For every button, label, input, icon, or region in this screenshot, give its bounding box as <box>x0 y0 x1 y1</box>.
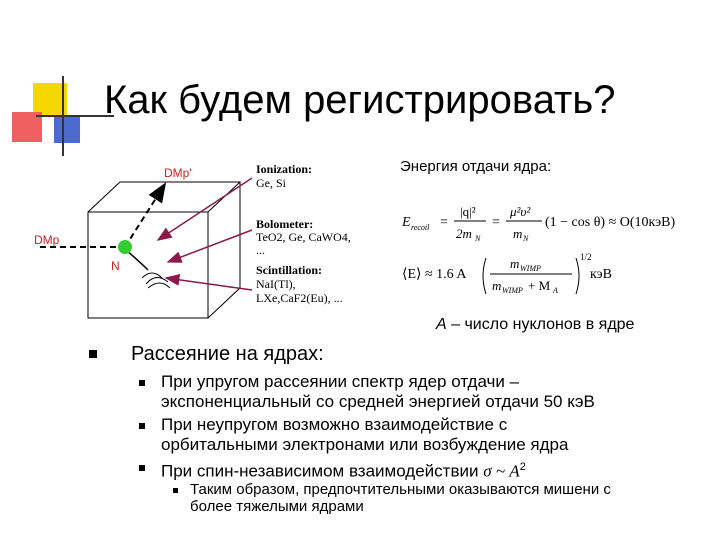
svg-text:|q|²: |q|² <box>460 204 476 219</box>
label-dmp-prime: DMp' <box>164 166 192 180</box>
inelastic-line-1: При неупругом возможно взаимодействие с <box>161 415 508 434</box>
decor-blue-square <box>54 117 80 143</box>
spin-text: При спин-независимом взаимодействии <box>161 461 479 481</box>
list-item-conclusion <box>190 481 611 515</box>
bullet-level-2 <box>139 380 145 386</box>
formula-mean-svg <box>402 250 702 302</box>
svg-text:N: N <box>475 234 481 243</box>
energy-label: Энергия отдачи ядра: <box>400 158 552 175</box>
svg-text:2m: 2m <box>456 226 472 241</box>
svg-text:WIMP: WIMP <box>502 286 523 295</box>
svg-text:кэВ: кэВ <box>590 267 612 282</box>
svg-text:+ M: + M <box>528 278 551 293</box>
formula-recoil-svg <box>402 200 702 246</box>
scintillation-heading: Scintillation: <box>256 263 323 277</box>
recoil-path <box>126 250 148 270</box>
svg-text:m: m <box>492 278 502 293</box>
outgoing-track <box>125 184 165 247</box>
svg-text:E: E <box>402 215 411 230</box>
list-item-spin-independent <box>161 457 526 482</box>
svg-text:μ²υ²: μ²υ² <box>510 204 531 219</box>
ionization-heading: Ionization: <box>256 162 313 176</box>
bullet-level-1 <box>89 350 97 358</box>
svg-text:=: = <box>492 215 500 230</box>
detector-cube <box>88 182 240 318</box>
bullet-level-3 <box>173 488 178 493</box>
nucleon-symbol: A <box>436 316 447 333</box>
bolometer-block <box>256 218 351 257</box>
svg-text:m: m <box>513 226 523 241</box>
bullet-level-2 <box>139 423 145 429</box>
elastic-line-2: экспоненциальный со средней энергией отдачи 50 кэВ <box>161 392 595 411</box>
slide-title: Как будем регистрировать? <box>104 78 616 122</box>
sigma-power: 2 <box>519 461 526 473</box>
svg-text:=: = <box>440 215 448 230</box>
svg-text:A: A <box>553 286 558 295</box>
nucleus-dot <box>118 240 132 254</box>
svg-text:m: m <box>510 256 520 271</box>
formula-1-tail: (1 − cos θ) ≈ O(10кэВ) <box>545 215 676 230</box>
sigma-relation: σ ~ A <box>483 461 520 481</box>
svg-text:N: N <box>523 234 529 243</box>
ionization-items: Ge, Si <box>256 176 286 190</box>
bolometer-heading: Bolometer: <box>256 217 314 231</box>
conclusion-line-1: Таким образом, предпочтительными оказываются мишени с <box>190 481 611 498</box>
decor-horizontal-line <box>36 115 114 117</box>
conclusion-line-2: более тяжелыми ядрами <box>190 498 364 515</box>
bullet-level-2 <box>139 465 145 471</box>
nucleon-note-text: – число нуклонов в ядре <box>451 316 635 333</box>
formula-mean-energy <box>402 250 702 307</box>
bolometer-items: TeO2, Ge, CaWO4, <box>256 230 351 244</box>
scintillation-items-2: LXe,CaF2(Eu), ... <box>256 291 343 305</box>
list-item-elastic <box>161 372 595 412</box>
formula-recoil-energy <box>402 200 702 251</box>
list-item-level-1: Рассеяние на ядрах: <box>131 343 324 365</box>
svg-text:⟨E⟩ ≈ 1.6 A: ⟨E⟩ ≈ 1.6 A <box>402 267 467 282</box>
svg-text:recoil: recoil <box>411 223 430 232</box>
inelastic-line-2: орбитальными электронами или возбуждение ядра <box>161 435 569 454</box>
ionization-block <box>256 162 312 190</box>
elastic-line-1: При упругом рассеянии спектр ядер отдачи – <box>161 372 520 391</box>
list-item-inelastic <box>161 415 568 455</box>
bolometer-more: ... <box>256 243 265 257</box>
label-dmp: DMp <box>34 233 60 247</box>
scintillation-items-1: NaI(Tl), <box>256 277 296 291</box>
label-n: N <box>111 259 120 273</box>
scintillation-block <box>256 263 343 305</box>
nucleon-number-note <box>436 316 634 334</box>
svg-text:1/2: 1/2 <box>580 252 592 262</box>
svg-text:WIMP: WIMP <box>520 264 541 273</box>
